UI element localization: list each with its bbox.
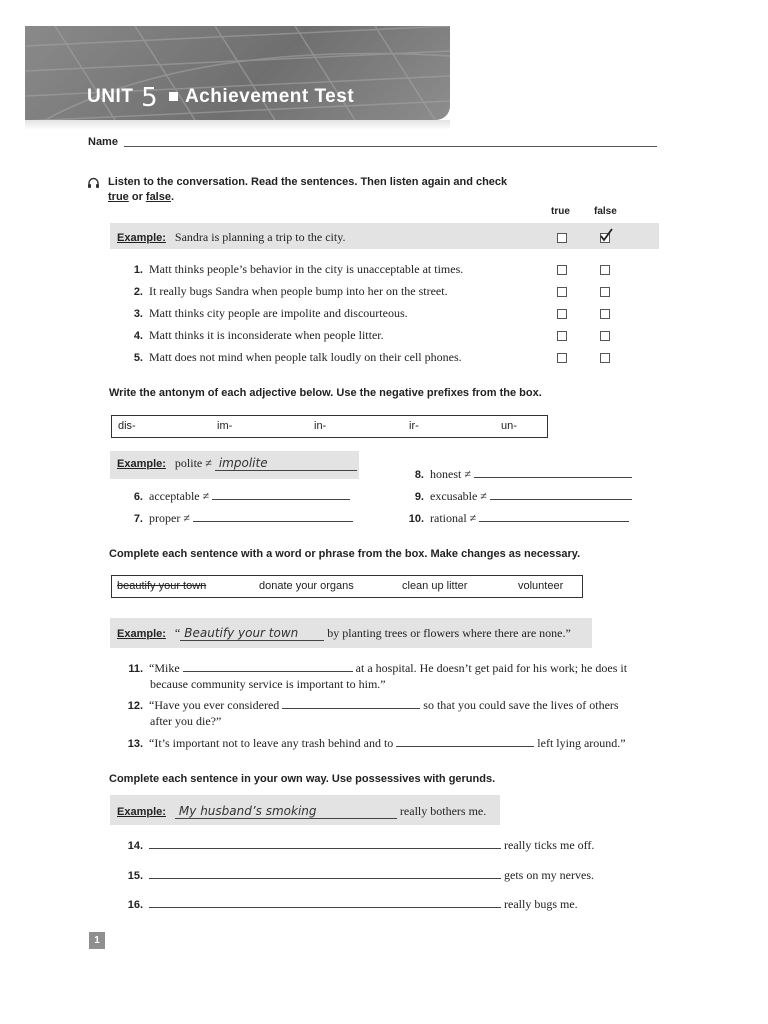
item2-true-checkbox[interactable] xyxy=(557,287,567,297)
opening-quote: “ xyxy=(174,626,181,640)
example-label: Example: xyxy=(117,458,166,470)
part3-example xyxy=(117,626,571,641)
antonym-item-8 xyxy=(408,467,632,482)
column-header-true: true xyxy=(551,206,570,217)
item4-false-checkbox[interactable] xyxy=(600,331,610,341)
part1-instructions-line2 xyxy=(108,191,174,203)
phrase-donate-your-organs: donate your organs xyxy=(259,580,354,592)
unit-label: UNIT xyxy=(87,86,134,107)
answer-blank[interactable] xyxy=(474,477,632,478)
sentence-item-11-line2: because community service is important to him.” xyxy=(150,677,386,691)
item-number: 14. xyxy=(127,840,143,852)
example-answer-handwritten: My husband’s smoking xyxy=(175,804,397,819)
phrase-volunteer: volunteer xyxy=(518,580,564,592)
part1-example xyxy=(117,230,345,245)
item-number: 2. xyxy=(133,286,143,298)
prefix-in: in- xyxy=(314,420,327,432)
example-label: Example: xyxy=(117,628,166,640)
answer-blank[interactable] xyxy=(183,671,353,672)
antonym-item-7 xyxy=(127,511,353,526)
antonym-item-10 xyxy=(408,511,629,526)
example-true-checkbox[interactable] xyxy=(557,233,567,243)
item-number: 13. xyxy=(127,738,143,750)
item-number: 11. xyxy=(128,663,143,675)
page-number: 1 xyxy=(89,932,105,949)
item-number: 4. xyxy=(133,330,143,342)
item1-true-checkbox[interactable] xyxy=(557,265,567,275)
item5-false-checkbox[interactable] xyxy=(600,353,610,363)
sentence-item-12-line2: after you die?” xyxy=(150,714,222,728)
tf-item-4 xyxy=(127,328,384,343)
prefix-ir: ir- xyxy=(409,420,419,432)
item-number: 6. xyxy=(133,491,143,503)
item-text: so that you could save the lives of others xyxy=(423,698,619,712)
item-number: 15. xyxy=(127,870,143,882)
antonym-item-6 xyxy=(127,489,350,504)
answer-blank[interactable] xyxy=(479,521,629,522)
answer-blank[interactable] xyxy=(149,907,501,908)
item-number: 7. xyxy=(133,513,143,525)
part3-instructions: Complete each sentence with a word or phrase from the box. Make changes as necessary. xyxy=(109,548,581,560)
tf-item-5 xyxy=(127,350,462,365)
prefix-un: un- xyxy=(501,420,517,432)
item-text: honest ≠ xyxy=(430,467,471,481)
title-square-bullet xyxy=(169,92,178,101)
tf-item-1 xyxy=(127,262,463,277)
item-text: “Have you ever considered xyxy=(149,698,280,712)
answer-blank[interactable] xyxy=(149,878,501,879)
prefix-dis: dis- xyxy=(118,420,136,432)
answer-blank[interactable] xyxy=(149,848,501,849)
answer-blank[interactable] xyxy=(193,521,353,522)
item-text: at a hospital. He doesn’t get paid for his work; he does it xyxy=(355,661,628,675)
headphones-icon xyxy=(87,177,100,189)
item-number: 10. xyxy=(408,513,424,525)
own-sentence-item-15 xyxy=(123,868,594,883)
tf-item-2 xyxy=(127,284,448,299)
column-header-false: false xyxy=(594,206,617,217)
item2-false-checkbox[interactable] xyxy=(600,287,610,297)
item-text: really ticks me off. xyxy=(504,838,595,852)
part1-instructions-line1: Listen to the conversation. Read the sentences. Then listen again and check xyxy=(108,176,508,188)
item-number: 9. xyxy=(414,491,424,503)
phrase-box xyxy=(111,575,583,598)
answer-blank[interactable] xyxy=(490,499,632,500)
example-answer-handwritten: Beautify your town xyxy=(180,626,324,641)
test-title: Achievement Test xyxy=(184,86,355,107)
item-number: 1. xyxy=(133,264,143,276)
item-text: “It’s important not to leave any trash behind and to xyxy=(149,736,394,750)
unit-header-banner xyxy=(25,26,450,120)
item5-true-checkbox[interactable] xyxy=(557,353,567,363)
example-label: Example: xyxy=(117,232,166,244)
item-text: left lying around.” xyxy=(537,736,626,750)
unit-title xyxy=(87,79,355,113)
item-text: Matt thinks it is inconsiderate when people litter. xyxy=(149,328,384,342)
sentence-item-11 xyxy=(123,661,627,676)
part4-instructions: Complete each sentence in your own way. Use possessives with gerunds. xyxy=(109,773,496,785)
item-number: 5. xyxy=(133,352,143,364)
item4-true-checkbox[interactable] xyxy=(557,331,567,341)
item-text: excusable ≠ xyxy=(430,489,487,503)
phrase-clean-up-litter: clean up litter xyxy=(402,580,468,592)
part4-example xyxy=(117,804,486,819)
answer-blank[interactable] xyxy=(282,708,420,709)
example-rest: really bothers me. xyxy=(399,804,487,818)
item-text: really bugs me. xyxy=(504,897,578,911)
name-label: Name xyxy=(88,136,118,148)
example-word: polite ≠ xyxy=(174,456,212,470)
item-number: 12. xyxy=(127,700,143,712)
item-text: “Mike xyxy=(149,661,180,675)
antonym-item-9 xyxy=(408,489,632,504)
unit-number: 5 xyxy=(141,83,159,113)
item-number: 8. xyxy=(414,469,424,481)
own-sentence-item-16 xyxy=(123,897,578,912)
item-text: Matt thinks city people are impolite and discourteous. xyxy=(149,306,408,320)
item3-false-checkbox[interactable] xyxy=(600,309,610,319)
sentence-item-13 xyxy=(123,736,626,751)
item1-false-checkbox[interactable] xyxy=(600,265,610,275)
item-number: 16. xyxy=(127,899,143,911)
sentence-item-12 xyxy=(123,698,619,713)
example-label: Example: xyxy=(117,806,166,818)
item-text: proper ≠ xyxy=(149,511,190,525)
item-text: acceptable ≠ xyxy=(149,489,210,503)
item-text: It really bugs Sandra when people bump into her on the street. xyxy=(149,284,448,298)
item-text: Matt does not mind when people talk loudly on their cell phones. xyxy=(149,350,462,364)
example-answer-handwritten: impolite xyxy=(215,456,357,471)
instructions-period: . xyxy=(170,191,175,203)
name-field[interactable] xyxy=(124,146,657,147)
part2-instructions: Write the antonym of each adjective below. Use the negative prefixes from the box. xyxy=(109,387,542,399)
example-sentence: Sandra is planning a trip to the city. xyxy=(174,230,346,244)
part2-example xyxy=(117,456,357,471)
own-sentence-item-14 xyxy=(123,838,594,853)
answer-blank[interactable] xyxy=(396,746,534,747)
instructions-true-word: true xyxy=(108,191,129,203)
item-text: gets on my nerves. xyxy=(504,868,594,882)
item-text: rational ≠ xyxy=(430,511,477,525)
phrase-beautify-your-town: beautify your town xyxy=(117,580,207,592)
item-text: Matt thinks people’s behavior in the city is unacceptable at times. xyxy=(149,262,464,276)
answer-blank[interactable] xyxy=(212,499,350,500)
instructions-false-word: false xyxy=(145,191,171,203)
prefix-box xyxy=(111,415,548,438)
checkmark-icon xyxy=(599,228,613,242)
tf-item-3 xyxy=(127,306,408,321)
example-rest: by planting trees or flowers where there are none.” xyxy=(327,626,571,640)
prefix-im: im- xyxy=(217,420,233,432)
header-shadow xyxy=(25,120,450,130)
item-number: 3. xyxy=(133,308,143,320)
item3-true-checkbox[interactable] xyxy=(557,309,567,319)
instructions-or-word: or xyxy=(131,191,143,203)
